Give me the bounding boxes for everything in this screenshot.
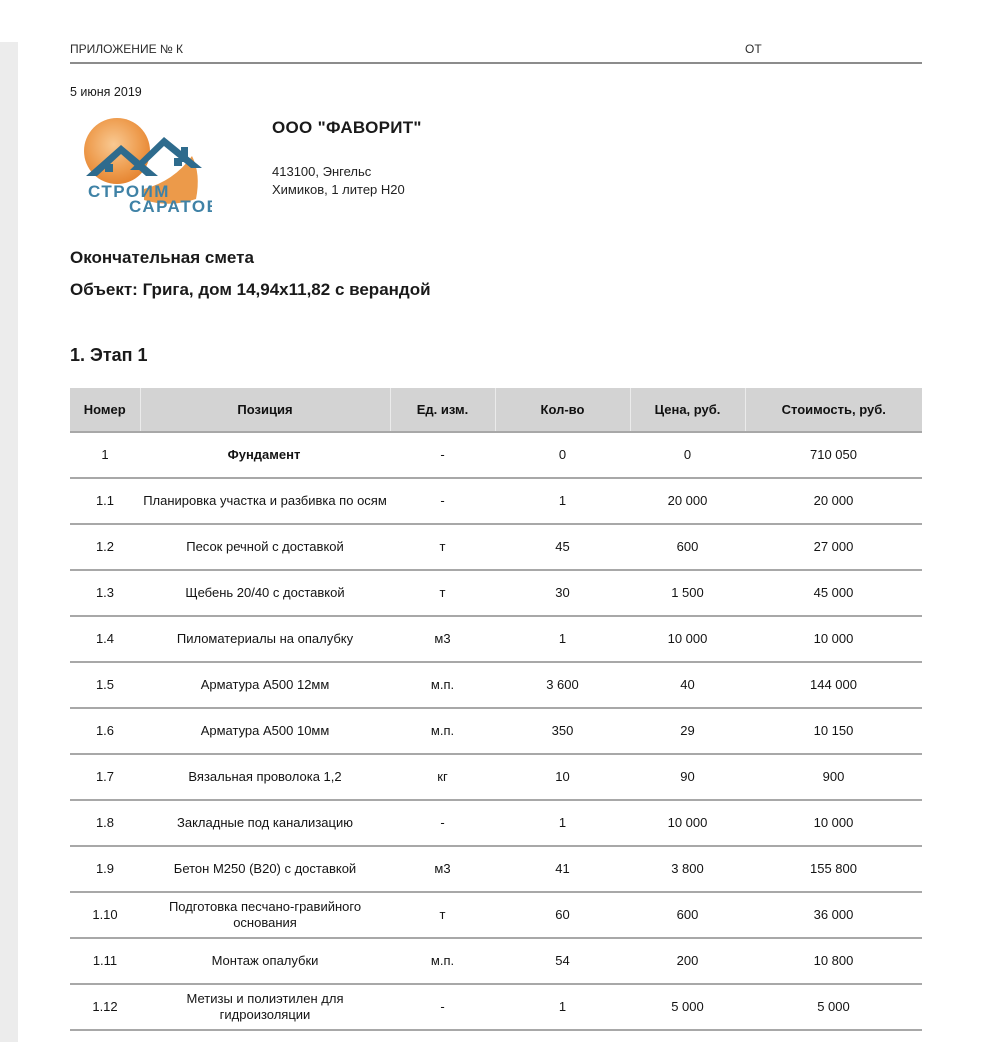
cell-unit: м.п. [430, 722, 455, 738]
cell-price: 20 000 [667, 492, 708, 508]
cell-number: 1.12 [92, 998, 118, 1014]
cell-position: Щебень 20/40 с доставкой [185, 584, 345, 600]
company-address [272, 163, 422, 200]
table-header-row [70, 388, 922, 432]
cell-cost: 900 [822, 768, 845, 784]
cell-quantity: 1 [558, 630, 567, 646]
cell-number: 1.1 [95, 492, 115, 508]
cell-quantity: 3 600 [546, 676, 579, 692]
table-row [70, 662, 922, 708]
company-logo [78, 112, 212, 214]
cell-number: 1.5 [95, 676, 115, 692]
cell-position: Монтаж опалубки [211, 952, 319, 968]
cell-price: 90 [680, 768, 695, 784]
table-row [70, 708, 922, 754]
cell-unit: т [439, 538, 446, 554]
table-row [70, 800, 922, 846]
cell-number: 1.11 [92, 952, 118, 968]
cell-quantity: 0 [558, 446, 567, 462]
table-row [70, 570, 922, 616]
cell-price: 29 [680, 722, 695, 738]
document-page [70, 42, 922, 1031]
cell-cost: 5 000 [817, 998, 850, 1014]
cell-cost: 10 800 [813, 952, 854, 968]
cell-position: Бетон М250 (В20) с доставкой [173, 860, 357, 876]
document-date: 5 июня 2019 [70, 85, 142, 99]
col-position: Позиция [140, 388, 390, 432]
cell-number: 1 [101, 446, 109, 462]
table-header [70, 388, 922, 432]
appendix-form-line [70, 42, 922, 64]
table-row [70, 754, 922, 800]
cell-quantity: 1 [558, 492, 567, 508]
col-unit: Ед. изм. [390, 388, 495, 432]
cell-quantity: 41 [555, 860, 570, 876]
estimate-table [70, 388, 922, 1031]
appendix-label: ПРИЛОЖЕНИЕ № [70, 42, 173, 56]
cell-unit: - [440, 814, 445, 830]
logo-word-2: САРАТОВ [129, 197, 212, 212]
cell-unit: т [439, 584, 446, 600]
cell-position: Закладные под канализацию [177, 814, 353, 830]
company-info [272, 112, 422, 214]
cell-cost: 144 000 [810, 676, 857, 692]
table-row [70, 892, 922, 938]
window-left [105, 164, 113, 172]
cell-price: 0 [683, 446, 692, 462]
cell-unit: - [440, 446, 445, 462]
cell-price: 600 [676, 906, 699, 922]
appendix-k-label: К [176, 42, 183, 56]
table-row [70, 478, 922, 524]
company-address-line2: Химиков, 1 литер Н20 [272, 182, 405, 198]
cell-number: 1.8 [95, 814, 115, 830]
cell-quantity: 30 [555, 584, 570, 600]
cell-quantity: 1 [558, 814, 567, 830]
cell-position: Подготовка песчано-гравийного основания [168, 898, 362, 930]
cell-position: Арматура А500 10мм [200, 722, 330, 738]
cell-unit: м.п. [430, 952, 455, 968]
cell-price: 40 [680, 676, 695, 692]
cell-cost: 10 150 [813, 722, 854, 738]
window-right [174, 158, 182, 166]
object-title: Объект: Грига, дом 14,94x11,82 с верандой [70, 280, 431, 299]
viewer-left-edge [0, 42, 18, 1042]
cell-price: 5 000 [671, 998, 704, 1014]
cell-quantity: 60 [555, 906, 570, 922]
cell-cost: 45 000 [813, 584, 854, 600]
cell-price: 1 500 [671, 584, 704, 600]
table-row [70, 524, 922, 570]
cell-cost: 710 050 [810, 446, 857, 462]
table-row [70, 984, 922, 1030]
cell-position: Арматура А500 12мм [200, 676, 330, 692]
appendix-ot-label: ОТ [745, 42, 762, 56]
cell-number: 1.6 [95, 722, 115, 738]
cell-position: Планировка участка и разбивка по осям [143, 492, 387, 508]
cell-price: 10 000 [667, 814, 708, 830]
cell-cost: 155 800 [810, 860, 857, 876]
cell-price: 10 000 [667, 630, 708, 646]
company-name: ООО "ФАВОРИТ" [272, 118, 422, 137]
stage-heading: 1. Этап 1 [70, 345, 148, 365]
company-header [70, 112, 922, 214]
cell-quantity: 1 [558, 998, 567, 1014]
cell-cost: 27 000 [813, 538, 854, 554]
stroim-saratov-logo-graphic [78, 112, 212, 212]
cell-quantity: 54 [555, 952, 570, 968]
cell-quantity: 10 [555, 768, 570, 784]
cell-unit: м3 [434, 860, 451, 876]
cell-unit: м3 [434, 630, 451, 646]
table-row [70, 938, 922, 984]
cell-position: Пиломатериалы на опалубку [176, 630, 354, 646]
table-row [70, 432, 922, 478]
cell-position: Метизы и полиэтилен для гидроизоляции [186, 990, 344, 1022]
cell-unit: - [440, 998, 445, 1014]
col-price: Цена, руб. [630, 388, 745, 432]
cell-number: 1.10 [92, 906, 118, 922]
cell-price: 200 [676, 952, 699, 968]
cell-unit: м.п. [430, 676, 455, 692]
company-address-line1: 413100, Энгельс [272, 164, 372, 179]
cell-number: 1.3 [95, 584, 115, 600]
cell-cost: 10 000 [813, 814, 854, 830]
cell-cost: 36 000 [813, 906, 854, 922]
roof-vent [160, 153, 168, 161]
cell-position: Вязальная проволока 1,2 [188, 768, 342, 784]
col-number: Номер [70, 388, 140, 432]
cell-cost: 20 000 [813, 492, 854, 508]
cell-position: Песок речной с доставкой [186, 538, 344, 554]
cell-price: 3 800 [671, 860, 704, 876]
cell-cost: 10 000 [813, 630, 854, 646]
cell-quantity: 45 [555, 538, 570, 554]
cell-number: 1.9 [95, 860, 115, 876]
cell-quantity: 350 [551, 722, 574, 738]
cell-number: 1.7 [95, 768, 115, 784]
chimney [181, 147, 188, 162]
table-row [70, 846, 922, 892]
estimate-title: Окончательная смета [70, 248, 254, 267]
cell-number: 1.2 [95, 538, 115, 554]
cell-unit: т [439, 906, 446, 922]
table-body [70, 432, 922, 1030]
col-quantity: Кол-во [495, 388, 630, 432]
col-cost: Стоимость, руб. [745, 388, 922, 432]
cell-price: 600 [676, 538, 699, 554]
logo-word-1: СТРОИМ [88, 182, 170, 201]
cell-unit: - [440, 492, 445, 508]
cell-number: 1.4 [95, 630, 115, 646]
table-row [70, 616, 922, 662]
cell-unit: кг [437, 768, 448, 784]
cell-position: Фундамент [227, 446, 301, 462]
